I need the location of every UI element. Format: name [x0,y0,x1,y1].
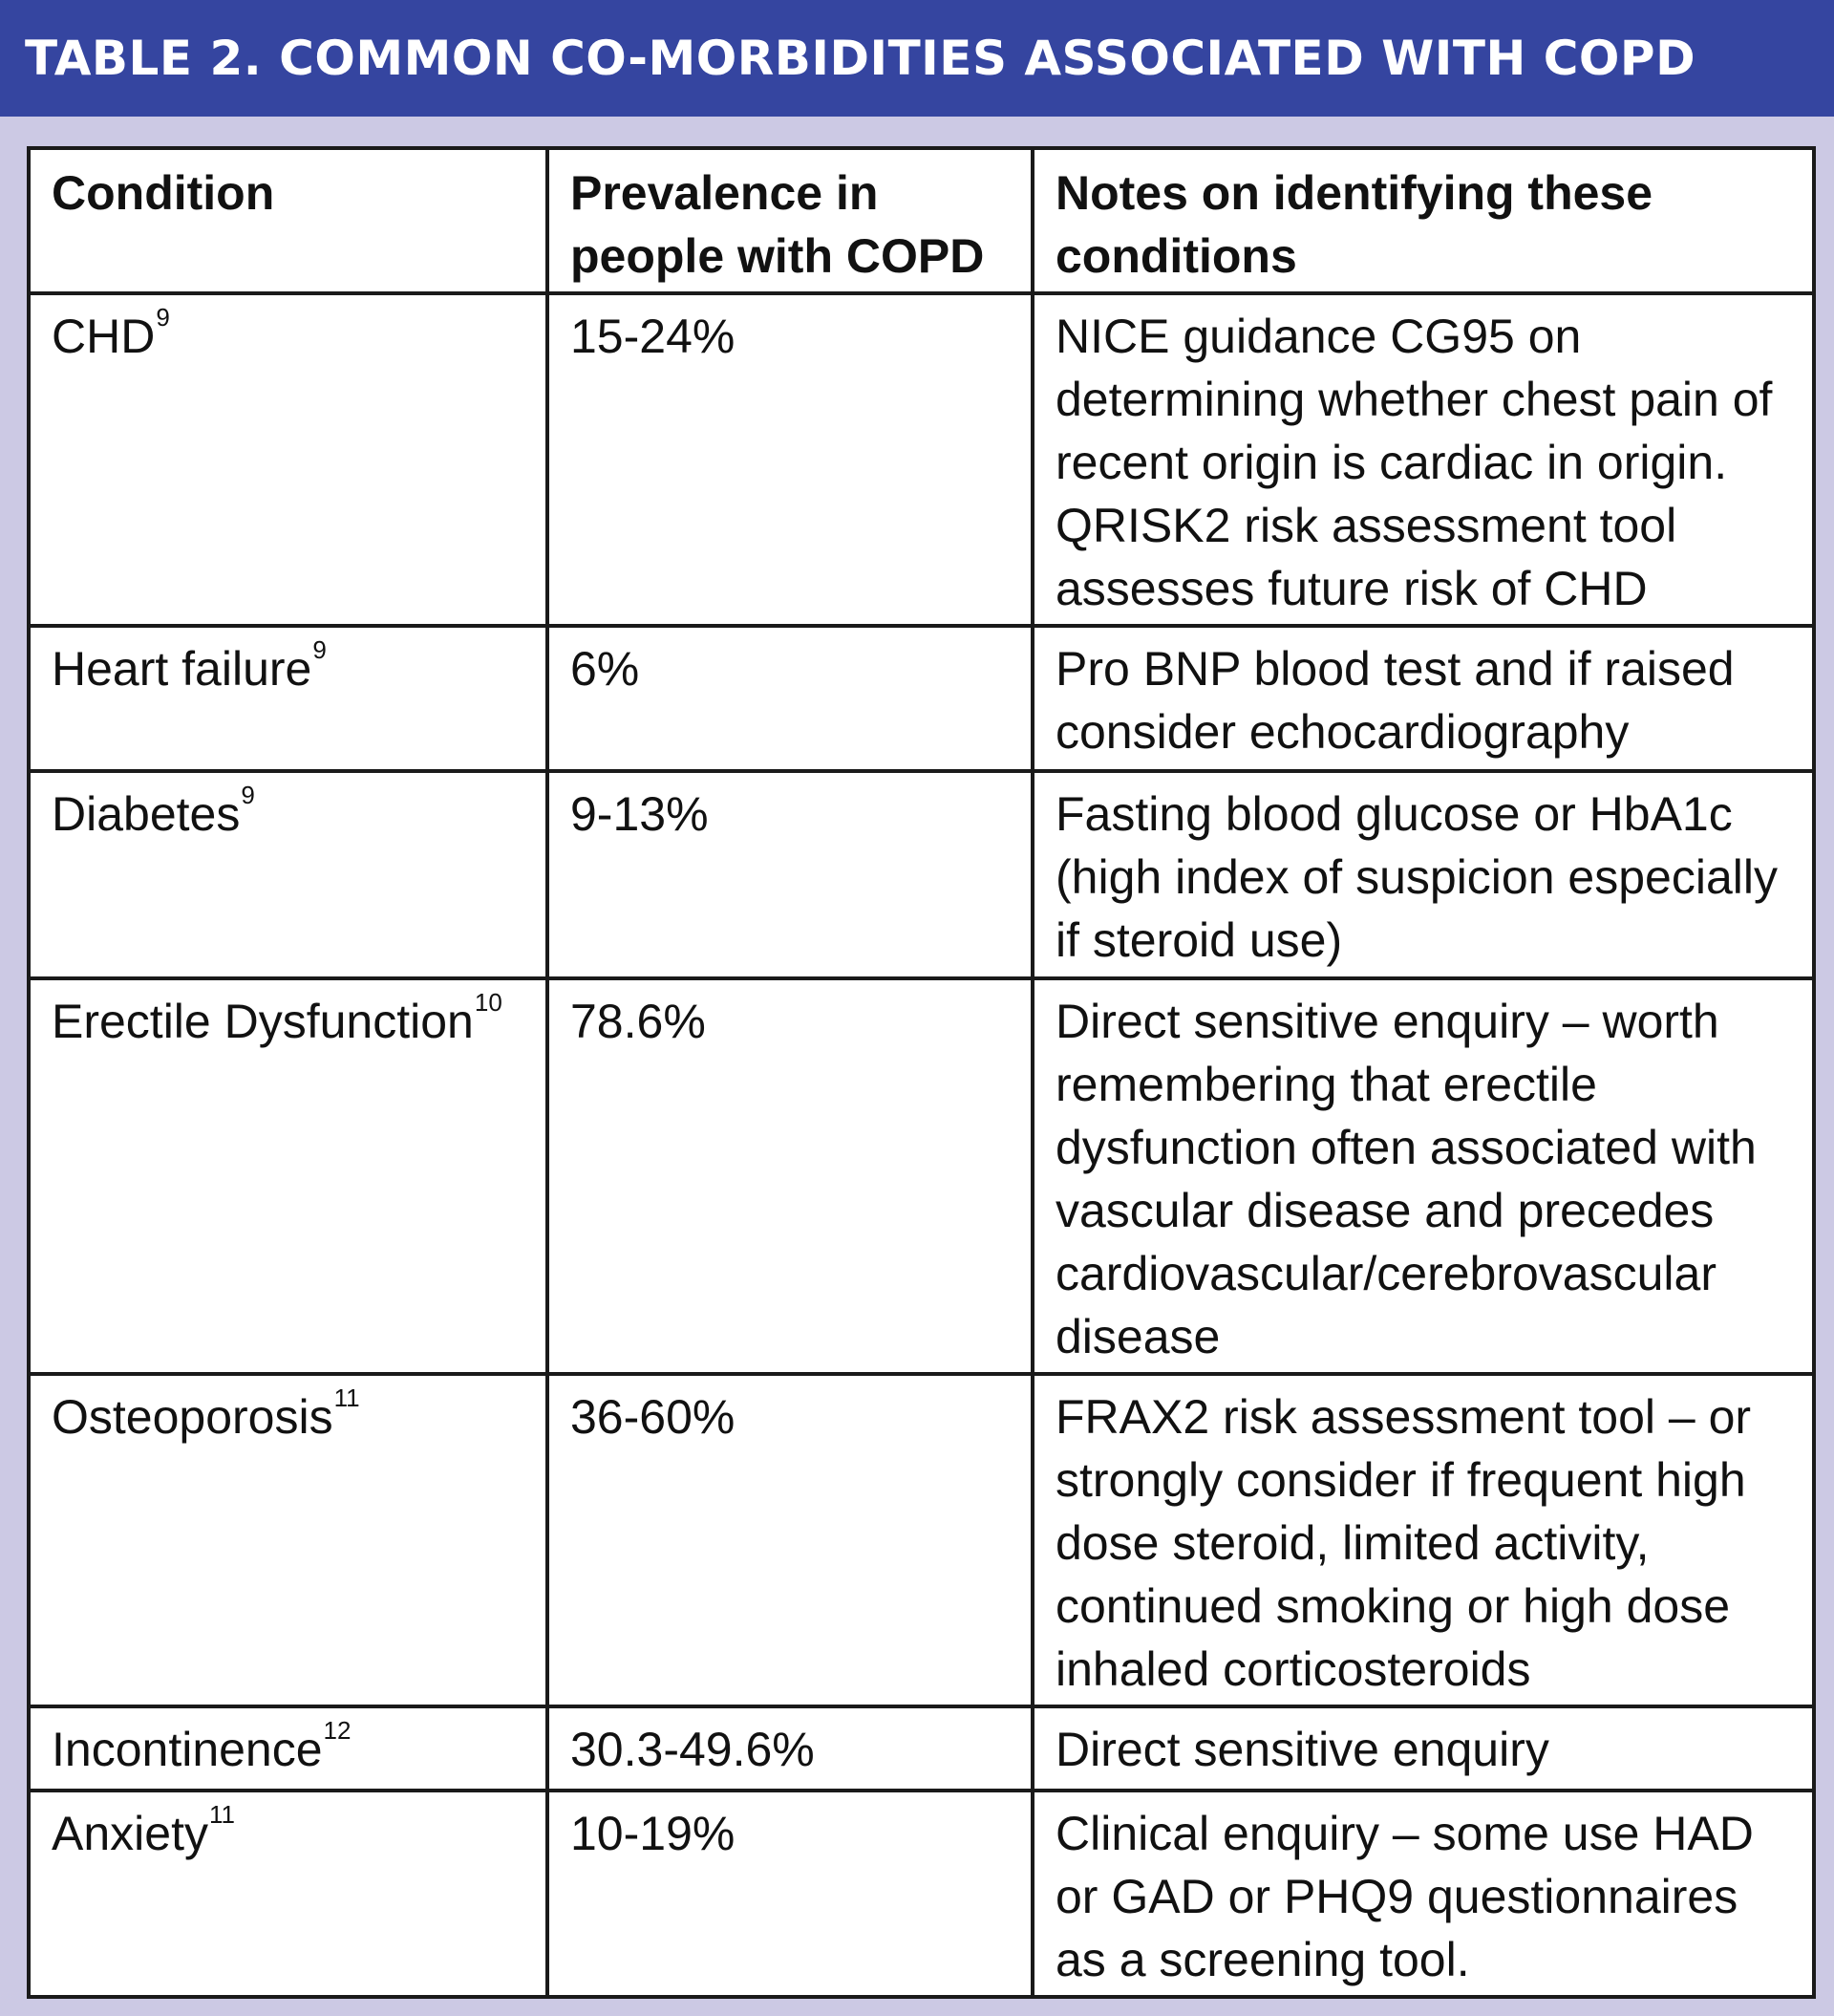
notes-cell: Clinical enquiry – some use HAD or GAD or PHQ9 questionnaires as a screening tool. [1033,1791,1814,1997]
table-row [29,771,1814,978]
reference-number: 11 [208,1800,235,1829]
table-row [29,1374,1814,1706]
condition-name: Anxiety [52,1807,208,1860]
reference-number: 9 [241,781,255,809]
reference-number: 10 [474,988,502,1017]
reference-number: 12 [323,1716,352,1745]
condition-name: Erectile Dysfunction [52,995,474,1048]
header-condition: Condition [29,148,547,293]
reference-number: 9 [156,303,170,332]
notes-cell: Direct sensitive enquiry [1033,1706,1814,1791]
notes-cell: Pro BNP blood test and if raised consider echocardiography [1033,626,1814,771]
condition-name: Diabetes [52,787,241,841]
condition-name: Heart failure [52,642,312,696]
condition-name: Incontinence [52,1723,323,1776]
notes-cell: FRAX2 risk assessment tool – or strongly consider if frequent high dose steroid, limited activity, continued smoking or high dose inhaled corticosteroids [1033,1374,1814,1706]
header-notes: Notes on identifying these conditions [1033,148,1814,293]
condition-name: CHD [52,310,156,363]
notes-cell: Fasting blood glucose or HbA1c (high index of suspicion especially if steroid use) [1033,771,1814,978]
condition-cell [29,293,547,626]
prevalence-cell: 30.3-49.6% [547,1706,1033,1791]
condition-name: Osteoporosis [52,1390,333,1444]
prevalence-cell: 6% [547,626,1033,771]
prevalence-cell: 36-60% [547,1374,1033,1706]
prevalence-cell: 78.6% [547,978,1033,1374]
table-row [29,293,1814,626]
condition-cell [29,1791,547,1997]
prevalence-cell: 15-24% [547,293,1033,626]
table-title: TABLE 2. COMMON CO-MORBIDITIES ASSOCIATED WITH COPD [25,31,1696,86]
table-container [27,146,1812,1999]
reference-number: 11 [333,1383,360,1412]
table-row [29,978,1814,1374]
title-bar [0,0,1834,117]
reference-number: 9 [312,635,327,664]
header-row [29,148,1814,293]
header-prevalence: Prevalence in people with COPD [547,148,1033,293]
notes-cell: Direct sensitive enquiry – worth remembering that erectile dysfunction often associated with vascular disease and precedes cardiovascular/cerebrovascular disease [1033,978,1814,1374]
table-row [29,626,1814,771]
prevalence-cell: 10-19% [547,1791,1033,1997]
condition-cell [29,771,547,978]
table-row [29,1791,1814,1997]
notes-cell: NICE guidance CG95 on determining whether chest pain of recent origin is cardiac in origin. QRISK2 risk assessment tool assesses future risk of CHD [1033,293,1814,626]
condition-cell [29,626,547,771]
comorbidities-table [27,146,1816,1999]
prevalence-cell: 9-13% [547,771,1033,978]
table-row [29,1706,1814,1791]
condition-cell [29,1706,547,1791]
condition-cell [29,978,547,1374]
condition-cell [29,1374,547,1706]
